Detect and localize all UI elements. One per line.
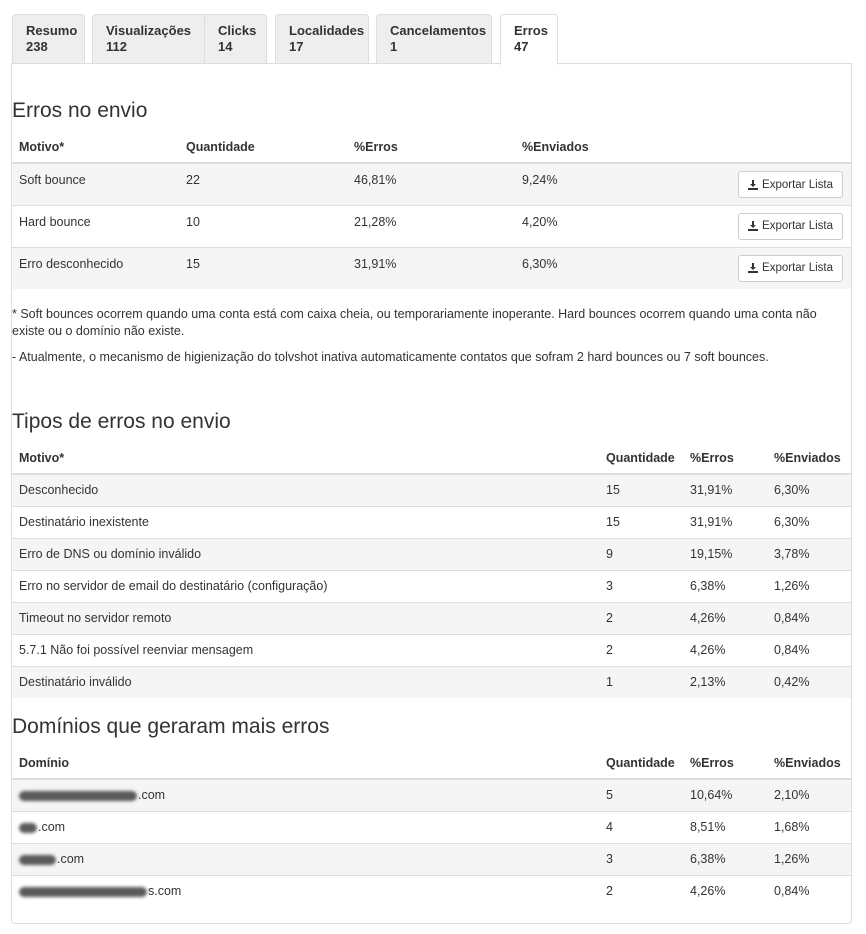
export-button-label: Exportar Lista	[762, 178, 833, 191]
tab-visualizacoes[interactable]	[92, 14, 208, 64]
tab-count: 238	[26, 39, 48, 54]
domain-suffix: .com	[57, 852, 85, 866]
tab-clicks[interactable]	[204, 14, 267, 64]
tab-label: Erros	[514, 23, 548, 38]
cell-domain	[12, 779, 599, 811]
cell-domain	[12, 843, 599, 875]
cell-quantity: 5	[599, 779, 683, 811]
domain-suffix: .com	[138, 788, 166, 803]
table-row	[12, 247, 851, 289]
cell-pct-errors: 8,51%	[683, 811, 767, 843]
cell-pct-errors: 6,38%	[683, 570, 767, 602]
cell-pct-sent: 0,42%	[767, 666, 851, 698]
cell-pct-sent: 0,84%	[767, 875, 851, 907]
cell-pct-sent: 6,30%	[767, 506, 851, 538]
cell-pct-errors: 10,64%	[683, 779, 767, 811]
cell-pct-sent: 1,26%	[767, 843, 851, 875]
cell-pct-sent: 0,84%	[767, 602, 851, 634]
cell-quantity: 15	[599, 506, 683, 538]
table-row	[12, 602, 851, 634]
export-list-button[interactable]	[738, 213, 843, 240]
cell-reason: Erro desconhecido	[12, 247, 179, 289]
tab-bar	[12, 14, 852, 64]
cell-reason: Timeout no servidor remoto	[12, 602, 599, 634]
tab-count: 47	[514, 39, 529, 54]
cell-quantity: 2	[599, 634, 683, 666]
cell-pct-sent: 9,24%	[515, 163, 683, 205]
domain-suffix: .com	[38, 820, 66, 834]
cell-actions	[683, 163, 851, 205]
header-domain: Domínio	[12, 747, 599, 779]
table-row	[12, 163, 851, 205]
cell-reason: Erro de DNS ou domínio inválido	[12, 538, 599, 570]
cell-domain	[12, 811, 599, 843]
cell-pct-errors: 46,81%	[347, 163, 515, 205]
header-pct-sent: %Enviados	[515, 131, 683, 163]
redacted-domain	[19, 823, 37, 833]
tab-localidades[interactable]	[275, 14, 369, 64]
tab-label: Localidades	[289, 23, 365, 38]
redacted-domain	[19, 855, 56, 865]
section-title-error-types: Tipos de erros no envio	[12, 410, 231, 433]
cell-pct-sent: 0,84%	[767, 634, 851, 666]
cell-reason: Erro no servidor de email do destinatário (configuração)	[12, 570, 599, 602]
cell-actions	[683, 205, 851, 247]
cell-pct-sent: 2,10%	[767, 779, 851, 811]
cell-reason: Soft bounce	[12, 163, 179, 205]
tab-label: Resumo	[26, 23, 78, 38]
cell-pct-errors: 2,13%	[683, 666, 767, 698]
error-types-table	[12, 442, 851, 698]
cell-pct-sent: 6,30%	[515, 247, 683, 289]
cell-quantity: 15	[179, 247, 347, 289]
export-button-label: Exportar Lista	[762, 262, 833, 274]
cell-pct-sent: 4,20%	[515, 205, 683, 247]
cell-pct-sent: 3,78%	[767, 538, 851, 570]
cell-pct-errors: 31,91%	[683, 474, 767, 506]
header-pct-errors: %Erros	[683, 747, 767, 779]
cell-pct-sent: 6,30%	[767, 474, 851, 506]
cell-reason: Hard bounce	[12, 205, 179, 247]
hygiene-note: - Atualmente, o mecanismo de higienização do tolvshot inativa automaticamente contatos que sofram 2 hard bounces ou 7 soft bounces.	[12, 350, 769, 364]
header-pct-errors: %Erros	[683, 442, 767, 474]
cell-pct-errors: 21,28%	[347, 205, 515, 247]
tab-label: Clicks	[218, 23, 257, 38]
cell-pct-errors: 19,15%	[683, 538, 767, 570]
export-list-button[interactable]	[738, 255, 843, 282]
download-icon	[748, 263, 758, 273]
cell-pct-errors: 4,26%	[683, 634, 767, 666]
cell-quantity: 10	[179, 205, 347, 247]
tab-count: 1	[390, 39, 398, 54]
table-row	[12, 205, 851, 247]
section-title-domains: Domínios que geraram mais erros	[12, 715, 330, 738]
tab-count: 17	[289, 39, 304, 54]
header-quantity: Quantidade	[179, 131, 347, 163]
download-icon	[748, 221, 758, 231]
cell-pct-errors: 6,38%	[683, 843, 767, 875]
cell-pct-errors: 4,26%	[683, 602, 767, 634]
table-row	[12, 779, 851, 811]
cell-reason: Destinatário inválido	[12, 666, 599, 698]
cell-reason: Destinatário inexistente	[12, 506, 599, 538]
bounce-explanation-note: * Soft bounces ocorrem quando uma conta está com caixa cheia, ou temporariamente inoperante. Hard bounces ocorrem quando uma conta não existe ou o domínio não existe.	[12, 307, 817, 338]
table-row	[12, 811, 851, 843]
cell-quantity: 4	[599, 811, 683, 843]
table-row	[12, 506, 851, 538]
tab-erros[interactable]	[500, 14, 558, 65]
header-reason: Motivo*	[12, 131, 179, 163]
tab-resumo[interactable]	[12, 14, 85, 64]
header-pct-sent: %Enviados	[767, 747, 851, 779]
cell-quantity: 9	[599, 538, 683, 570]
cell-quantity: 3	[599, 570, 683, 602]
errors-panel	[11, 63, 852, 924]
cell-quantity: 15	[599, 474, 683, 506]
cell-reason: Desconhecido	[12, 474, 599, 506]
table-row	[12, 474, 851, 506]
section-title-errors: Erros no envio	[12, 99, 148, 122]
header-quantity: Quantidade	[599, 747, 683, 779]
table-row	[12, 666, 851, 698]
errors-table	[12, 131, 851, 289]
redacted-domain	[19, 887, 147, 897]
header-pct-errors: %Erros	[347, 131, 515, 163]
header-reason: Motivo*	[12, 442, 599, 474]
tab-count: 14	[218, 39, 233, 54]
header-actions	[683, 131, 851, 163]
cell-quantity: 1	[599, 666, 683, 698]
cell-domain	[12, 875, 599, 907]
cell-pct-errors: 31,91%	[347, 247, 515, 289]
table-row	[12, 634, 851, 666]
domains-table	[12, 747, 851, 907]
tab-count: 112	[106, 39, 127, 54]
tab-label: Visualizações	[106, 23, 192, 38]
redacted-domain	[19, 791, 137, 801]
table-row	[12, 570, 851, 602]
export-button-label: Exportar Lista	[762, 220, 833, 232]
tab-cancelamentos[interactable]	[376, 14, 492, 64]
cell-pct-sent: 1,26%	[767, 570, 851, 602]
header-pct-sent: %Enviados	[767, 442, 851, 474]
cell-quantity: 2	[599, 875, 683, 907]
cell-quantity: 2	[599, 602, 683, 634]
header-quantity: Quantidade	[599, 442, 683, 474]
download-icon	[748, 180, 758, 190]
cell-pct-errors: 4,26%	[683, 875, 767, 907]
table-row	[12, 843, 851, 875]
table-row	[12, 538, 851, 570]
table-row	[12, 875, 851, 907]
tab-label: Cancelamentos	[390, 23, 487, 38]
cell-quantity: 3	[599, 843, 683, 875]
export-list-button[interactable]	[738, 171, 843, 198]
cell-pct-errors: 31,91%	[683, 506, 767, 538]
cell-quantity: 22	[179, 163, 347, 205]
domain-suffix: s.com	[148, 884, 182, 899]
cell-reason: 5.7.1 Não foi possível reenviar mensagem	[12, 634, 599, 666]
cell-actions	[683, 247, 851, 289]
cell-pct-sent: 1,68%	[767, 811, 851, 843]
